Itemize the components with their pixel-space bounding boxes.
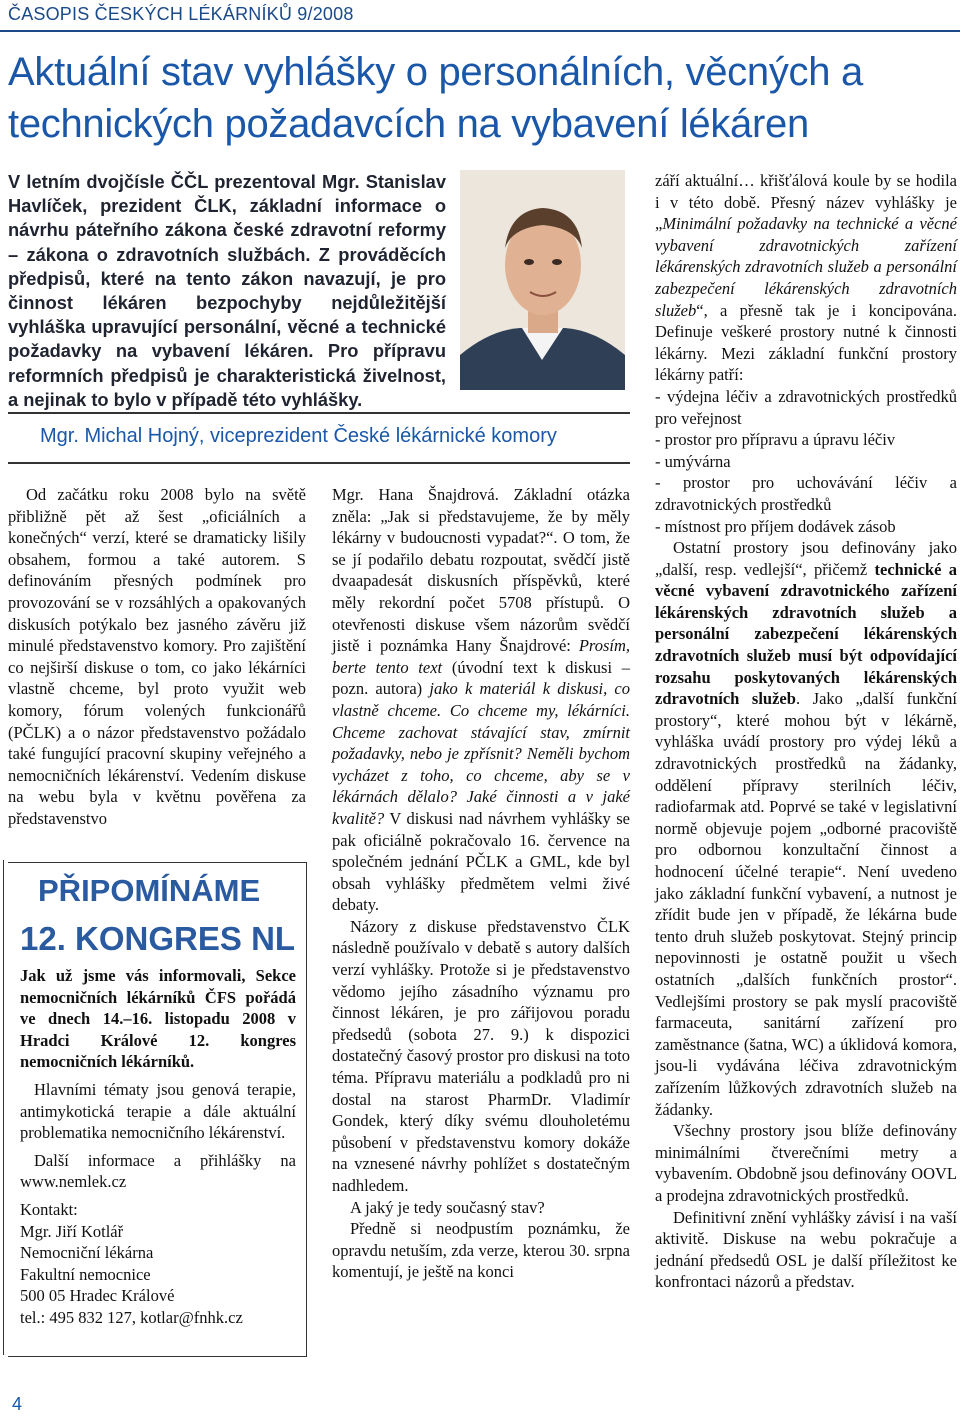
contact-line: Nemocniční lékárna	[20, 1243, 154, 1263]
text-run: “, a přesně tak je i koncipována. Definuje veškeré prostory nutné k činnosti lékárny. Mezi základní funkční prostory lékárny patří:	[655, 300, 957, 385]
list-item: - prostor pro přípravu a úpravu léčiv	[655, 430, 896, 450]
header-rule	[0, 30, 960, 32]
body-column-3	[655, 170, 957, 1293]
body-paragraph: A jaký je tedy současný stav?	[350, 1197, 545, 1217]
body-column-2	[332, 484, 630, 1283]
author-caption: Mgr. Michal Hojný, viceprezident České lékárnické komory	[40, 425, 557, 447]
page-number: 4	[12, 1394, 23, 1414]
list-item: - místnost pro příjem dodávek zásob	[655, 516, 896, 536]
box-subheading: 12. KONGRES NL	[20, 920, 296, 957]
list-item: - umývárna	[655, 451, 731, 471]
body-paragraph	[655, 537, 957, 1120]
box-body	[20, 965, 296, 1329]
caption-rule-bottom	[8, 462, 630, 464]
body-column-1	[8, 484, 306, 830]
body-paragraph: Předně si neodpustím poznámku, že opravdu netuším, zda verze, kterou 30. srpna komentují, je ještě na konci	[332, 1219, 630, 1282]
bold-run: technické a věcné vybavení zdravotnického zařízení lékárenských zdravotních služeb a personální zabezpečení lékárenských zdravotních služeb musí být odpovídající rozsahu poskytovaných lékárenských zdravotních služeb	[655, 559, 957, 709]
lead-paragraph: V letním dvojčísle ČČL prezentoval Mgr. Stanislav Havlíček, prezident ČLK, základní informace o návrhu páteřního zákona české zdravotní reformy – zákona o zdravotních službách. Z prováděcích předpisů, které na tento zákon navazují, je pro činnost lékáren bezpochyby nejdůležitější vyhláška upravující personální, věcné a technické požadavky na vybavení lékáren. Pro přípravu reformních předpisů je charakteristická živelnost, a nejinak to bylo v případě této vyhlášky.	[8, 171, 446, 410]
body-paragraph: Od začátku roku 2008 bylo na světě přibližně pět až šest „oficiálních a konečných“ verzí, které se dramaticky lišily obsahem, formou a také autorem. S definováním přesných podmínek pro provozování se v rozsáhlých a opakovaných diskusích potýkalo bez jasného závěru již minulé představenstvo komory. Pro zajištění co nejširší diskuse o tom, co jako lékárníci vlastně chceme, byl proto využit web komory, fórum volených funkcionářů (PČLK) a o názor představenstvo požádalo také fungující pracovní skupiny veřejného a nemocničních lékárenství. Vedením diskuse na webu byla v květnu pověřena za představenstvo	[8, 485, 306, 828]
contact-line: tel.: 495 832 127, kotlar@fnhk.cz	[20, 1307, 243, 1327]
contact-line: Kontakt:	[20, 1199, 78, 1219]
italic-run: jako k materiál k diskusi, co vlastně chceme. Co chceme my, lékárníci. Chceme zachovat stávající stav, zmírnit požadavky, nebo je zpřísnit? Neměli bychom vycházet z toho, co chceme, aby se v lékárnách dělalo? Jaké činnosti a v jaké kvalitě?	[332, 679, 630, 828]
text-run: . Jako „další funkční prostory“, které mohou být v lékárně, vyhláška uvádí prostory pro výdej léků a zdravotnických prostředků na žádanky, oddělení přípravy sterilních léčiv, radiofarmak atd. Poprvé se také v legislativní normě objevuje pojem „odborné pracoviště pro odbornou konzultační činnost a hodnocení účelné terapie“. Není uvedeno jako základní funkční vybavení, a nutnost je zřídit bude jen v případě, že lékárna bude tento druh služeb poskytovat. Stejný princip nepovinnosti je ostatně použit u všech ostatních „dalších funkčních prostor“. Vedlejšími prostory se pak myslí pracoviště farmaceuta, sanitární zařízení pro zaměstnance (šatna, WC) a úklidová komora, jsou-li vydávána léčiva zdravotnickým zařízením lůžkových zdravotních služeb na žádanky.	[655, 689, 957, 1119]
list-item: - výdejna léčiv a zdravotnických prostředků pro veřejnost	[655, 386, 957, 428]
italic-run: Prosím, berte tento text	[332, 636, 630, 677]
box-heading: PŘIPOMÍNÁME	[38, 873, 261, 908]
body-paragraph: Definitivní znění vyhlášky závisí i na vaší aktivitě. Diskuse na webu pokračuje a jednání předsedů OSL je další příležitost ke konfrontaci názorů a představ.	[655, 1207, 957, 1292]
text-run: Ostatní prostory jsou definovány jako „další, resp. vedlejší“, přičemž	[655, 538, 957, 579]
portrait-image	[460, 170, 625, 390]
body-paragraph	[655, 170, 957, 386]
text-run: Mgr. Hana Šnajdrová. Základní otázka zněla: „Jak si představujeme, že by měly lékárny v budoucnosti vypadat?“. O tom, že se jí podařilo debatu rozpoutat, svědčí jistě dvaapadesát diskusních příspěvků, které měly rekordní počet 5708 přístupů. O otevřenosti diskuse všem názorům svědčí jistě i poznámka Hany Šnajdrové:	[332, 485, 630, 656]
room-list	[655, 386, 957, 537]
text-run: září aktuální… křišťálová koule by se hodila i v této době. Přesný název vyhlášky je „	[655, 171, 957, 234]
box-topics: Hlavními tématy jsou genová terapie, antimykotická terapie a dále aktuální problematika nemocničního lékárenství.	[20, 1079, 296, 1143]
box-side-rule	[3, 860, 4, 1355]
body-paragraph: Všechny prostory jsou blíže definovány minimálními čtverečními metry a vybavením. Obdobně jsou definovány OOVL a prodejna zdravotnických prostředků.	[655, 1121, 957, 1205]
author-portrait	[460, 170, 625, 390]
caption-rule-top	[8, 412, 630, 414]
contact-line: Mgr. Jiří Kotlář	[20, 1221, 124, 1241]
box-contact	[20, 1199, 296, 1329]
text-run: V diskusi nad návrhem vyhlášky se pak oficiálně pokračovalo 16. července na společném jednání PČLK a GML, kde byl obsah vyhlášky předmětem velmi živé debaty.	[332, 808, 630, 915]
list-item: - prostor pro uchovávání léčiv a zdravotnických prostředků	[655, 473, 957, 514]
article-title: Aktuální stav vyhlášky o personálních, věcných a technických požadavcích na vybavení lékáren	[8, 50, 863, 146]
italic-run: Minimální požadavky na technické a věcné vybavení zdravotnických zařízení lékárenských zdravotních služeb a personální zabezpečení lékárenských zdravotních služeb	[655, 214, 957, 320]
box-more-info: Další informace a přihlášky na www.nemlek.cz	[20, 1150, 296, 1192]
contact-line: Fakultní nemocnice	[20, 1264, 151, 1284]
body-paragraph	[332, 484, 630, 916]
text-run: (úvodní text k diskusi – pozn. autora)	[332, 657, 630, 699]
contact-line: 500 05 Hradec Králové	[20, 1286, 175, 1306]
box-intro: Jak už jsme vás informovali, Sekce nemocničních lékárníků ČFS pořádá ve dnech 14.–16. listopadu 2008 v Hradci Králové 12. kongres nemocničních lékárníků.	[20, 966, 296, 1072]
journal-header: ČASOPIS ČESKÝCH LÉKÁRNÍKŮ 9/2008	[8, 4, 354, 24]
body-paragraph: Názory z diskuse představenstvo ČLK následně používalo v debatě s autory dalších verzí vyhlášky. Protože si je představenstvo vědomo jejího zásadního významu pro činnost lékáren, je pro zářijovou poradu předsedů (sobota 27. 9.) k dispozici dostatečný časový prostor pro diskusi na toto téma. Přípravu materiálu a podkladů pro ni dostal na starost PharmDr. Vladimír Gondek, který díky svému dlouholetému působení v představenstvu komory dokáže na vznesené návrhy pohlížet s dostatečným nadhledem.	[332, 916, 630, 1195]
